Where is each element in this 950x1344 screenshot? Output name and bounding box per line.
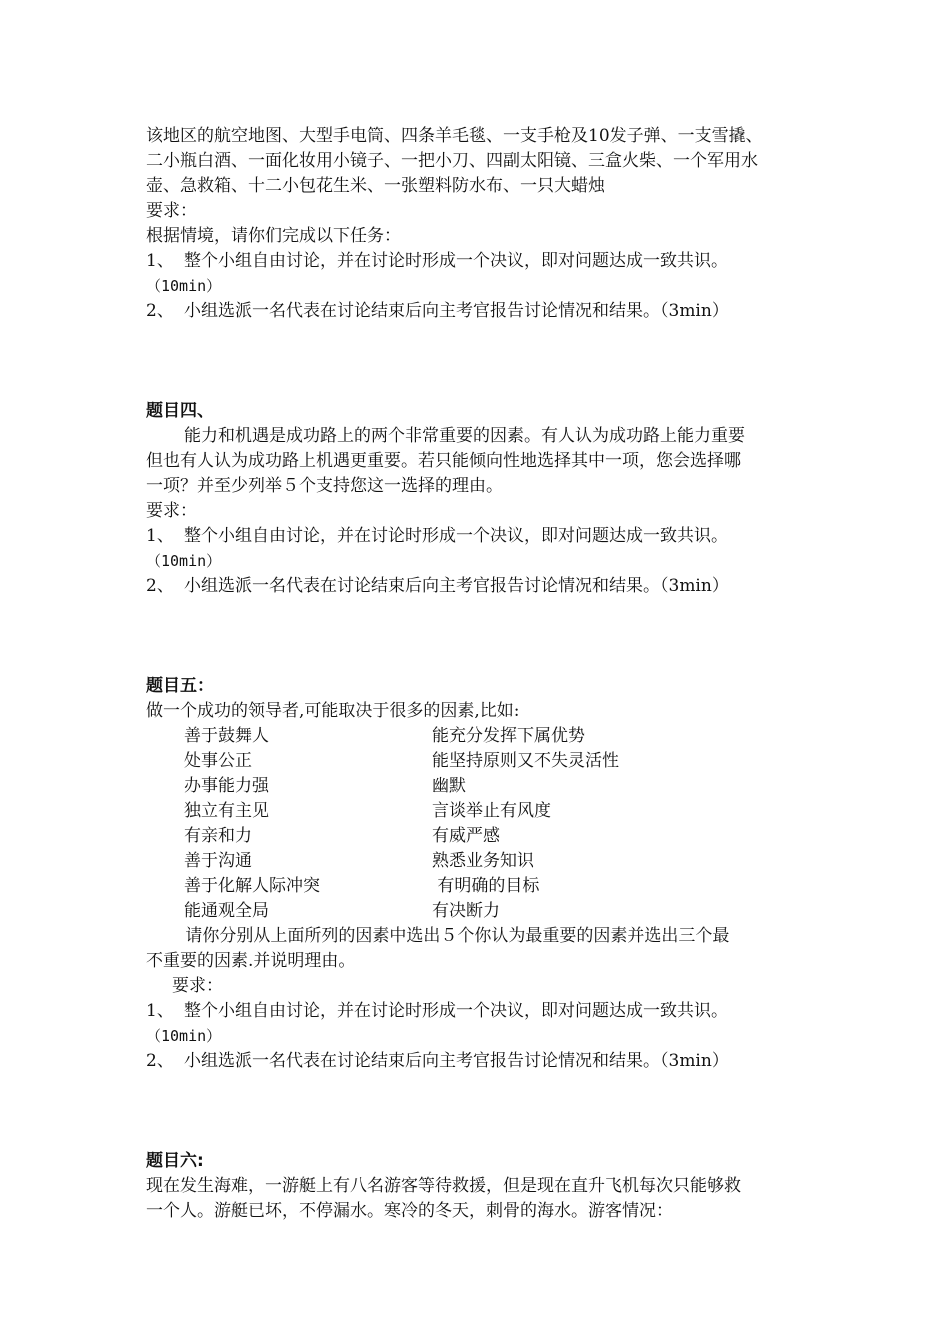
requirement-text: 整个小组自由讨论，并在讨论时形成一个决议，即对问题达成一致共识。 <box>184 251 728 271</box>
requirement-text: 小组选派一名代表在讨论结束后向主考官报告讨论情况和结果。（3min） <box>184 301 729 321</box>
section-4-paragraph: 一项？并至少列举５个支持您这一选择的理由。 <box>146 476 503 496</box>
requirement-1 <box>146 249 728 274</box>
requirement-2 <box>146 299 729 324</box>
requirement-1 <box>146 999 728 1024</box>
requirement-text: 整个小组自由讨论，并在讨论时形成一个决议，即对问题达成一致共识。 <box>184 526 728 546</box>
requirement-text: 整个小组自由讨论，并在讨论时形成一个决议，即对问题达成一致共识。 <box>184 1001 728 1021</box>
factor-left: 善于化解人际冲突 <box>184 876 320 896</box>
requirement-number: 1、 <box>146 1001 174 1021</box>
requirement-number: 1、 <box>146 251 174 271</box>
requirement-2 <box>146 574 729 599</box>
requirements-label: 要求： <box>172 976 223 996</box>
factor-left: 有亲和力 <box>184 826 252 846</box>
requirement-number: 2、 <box>146 301 174 321</box>
factor-left: 善于鼓舞人 <box>184 726 269 746</box>
task-intro: 根据情境，请你们完成以下任务： <box>146 226 401 246</box>
requirement-1-time: （10min） <box>146 1027 222 1045</box>
requirements-label: 要求： <box>146 201 197 221</box>
section-4-paragraph: 能力和机遇是成功路上的两个非常重要的因素。有人认为成功路上能力重要 <box>184 426 745 446</box>
factor-right: 有威严感 <box>432 826 500 846</box>
requirement-1-time: （10min） <box>146 277 222 295</box>
requirement-text: 小组选派一名代表在讨论结束后向主考官报告讨论情况和结果。（3min） <box>184 576 729 596</box>
factor-right: 言谈举止有风度 <box>432 801 551 821</box>
requirement-2 <box>146 1049 729 1074</box>
requirement-1 <box>146 524 728 549</box>
factor-left: 处事公正 <box>184 751 252 771</box>
item-list-line: 二小瓶白酒、一面化妆用小镜子、一把小刀、四副太阳镜、三盒火柴、一个军用水 <box>146 151 758 171</box>
factor-right: 有明确的目标 <box>432 876 540 896</box>
factor-right: 熟悉业务知识 <box>432 851 534 871</box>
section-4-title: 题目四、 <box>146 401 214 421</box>
factor-right: 幽默 <box>432 776 466 796</box>
section-6-title: 题目六: <box>146 1151 204 1171</box>
section-4-paragraph: 但也有人认为成功路上机遇更重要。若只能倾向性地选择其中一项，您会选择哪 <box>146 451 741 471</box>
factor-left: 能通观全局 <box>184 901 269 921</box>
section-6-paragraph: 现在发生海难，一游艇上有八名游客等待救援，但是现在直升飞机每次只能够救 <box>146 1176 741 1196</box>
factor-right: 能充分发挥下属优势 <box>432 726 585 746</box>
factor-left: 善于沟通 <box>184 851 252 871</box>
section-5-title: 题目五： <box>146 676 214 696</box>
item-list-line: 壶、急救箱、十二小包花生米、一张塑料防水布、一只大蜡烛 <box>146 176 605 196</box>
section-5-intro: 做一个成功的领导者,可能取决于很多的因素,比如: <box>146 701 520 721</box>
factor-left: 独立有主见 <box>184 801 269 821</box>
section-5-task: 请你分别从上面所列的因素中选出５个你认为最重要的因素并选出三个最 <box>180 926 730 946</box>
requirements-label: 要求： <box>146 501 197 521</box>
factor-right: 有决断力 <box>432 901 500 921</box>
item-list-line: 该地区的航空地图、大型手电筒、四条羊毛毯、一支手枪及10发子弹、一支雪撬、 <box>146 126 763 146</box>
requirement-1-time: （10min） <box>146 552 222 570</box>
requirement-number: 1、 <box>146 526 174 546</box>
requirement-text: 小组选派一名代表在讨论结束后向主考官报告讨论情况和结果。（3min） <box>184 1051 729 1071</box>
requirement-number: 2、 <box>146 1051 174 1071</box>
section-6-paragraph: 一个人。游艇已坏，不停漏水。寒冷的冬天，刺骨的海水。游客情况： <box>146 1201 673 1221</box>
requirement-number: 2、 <box>146 576 174 596</box>
factor-right: 能坚持原则又不失灵活性 <box>432 751 619 771</box>
factor-left: 办事能力强 <box>184 776 269 796</box>
section-5-task: 不重要的因素.并说明理由。 <box>146 951 356 971</box>
